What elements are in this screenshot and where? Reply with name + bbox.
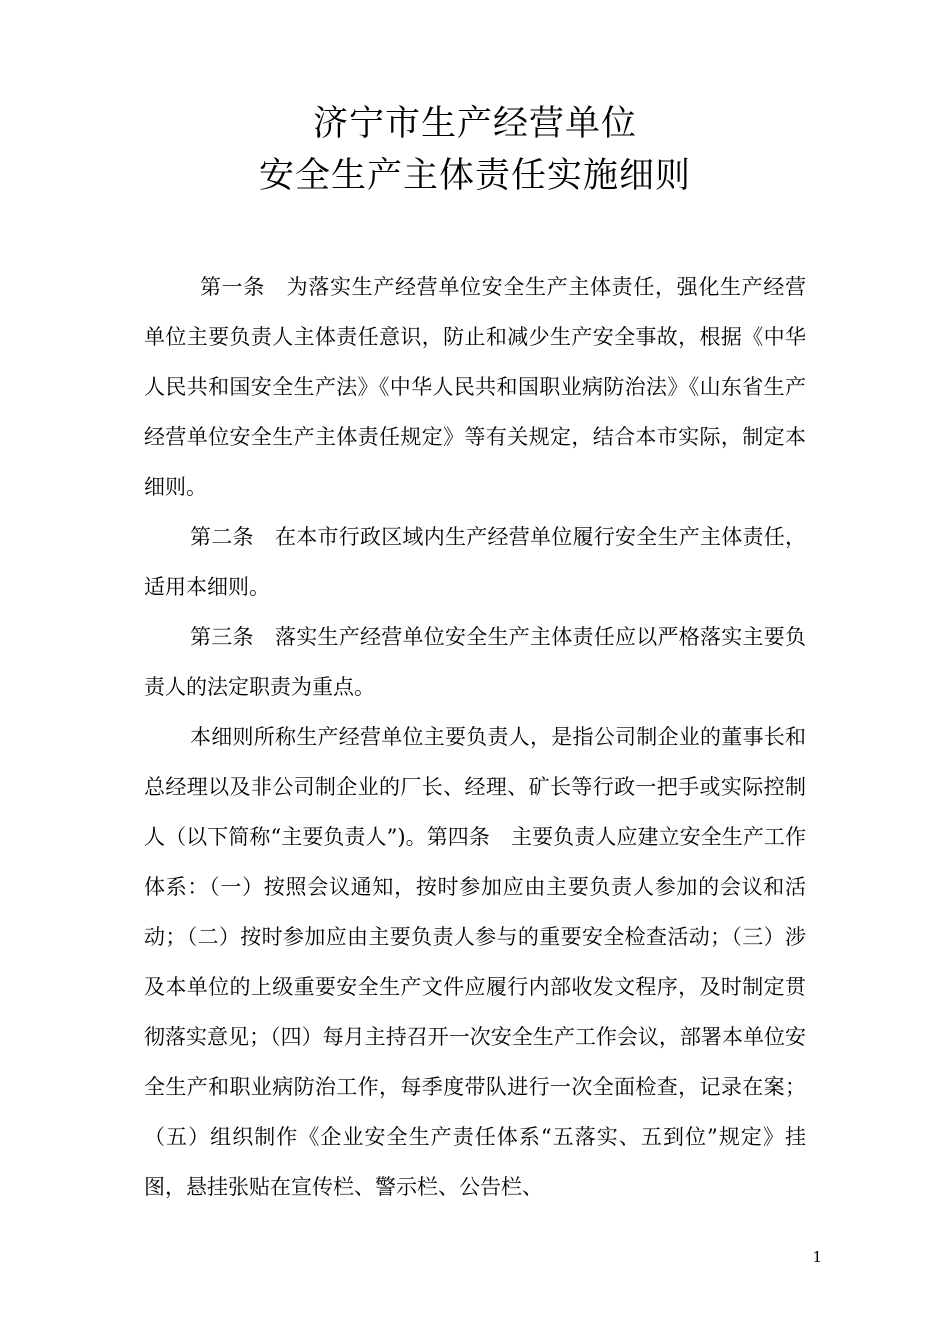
document-title-line-1: 济宁市生产经营单位 xyxy=(312,104,637,144)
paragraph-article-1: 第一条 为落实生产经营单位安全生产主体责任，强化生产经营单位主要负责人主体责任意识，防止和减少生产安全事故，根据《中华人民共和国安全生产法》《中华人民共和国职业病防治法》《山东省生产经营单位安全生产主体责任规定》等有关规定，结合本市实际，制定本细则。 xyxy=(144,275,806,499)
paragraph-article-2: 第二条 在本市行政区域内生产经营单位履行安全生产主体责任，适用本细则。 xyxy=(144,525,806,599)
document-title-line-2: 安全生产主体责任实施细则 xyxy=(258,156,691,196)
paragraph-article-3: 第三条 落实生产经营单位安全生产主体责任应以严格落实主要负责人的法定职责为重点。 xyxy=(144,625,806,699)
paragraph-definition-and-article-4: 本细则所称生产经营单位主要负责人，是指公司制企业的董事长和总经理以及非公司制企业的厂长、经理、矿长等行政一把手或实际控制人（以下简称“主要负责人”)。第四条 主要负责人应建立安全生产工作体系：（一）按照会议通知，按时参加应由主要负责人参加的会议和活动；（二）按时参加应由主要负责人参与的重要安全检查活动；（三）涉及本单位的上级重要安全生产文件应履行内部收发文程序，及时制定贯彻落实意见；（四）每月主持召开一次安全生产工作会议，部署本单位安全生产和职业病防治工作，每季度带队进行一次全面检查，记录在案；（五）组织制作《企业安全生产责任体系“五落实、五到位”规定》挂图，悬挂张贴在宣传栏、警示栏、公告栏、 xyxy=(144,725,806,1199)
document-body xyxy=(144,262,806,1212)
page-number: 1 xyxy=(812,1248,822,1266)
